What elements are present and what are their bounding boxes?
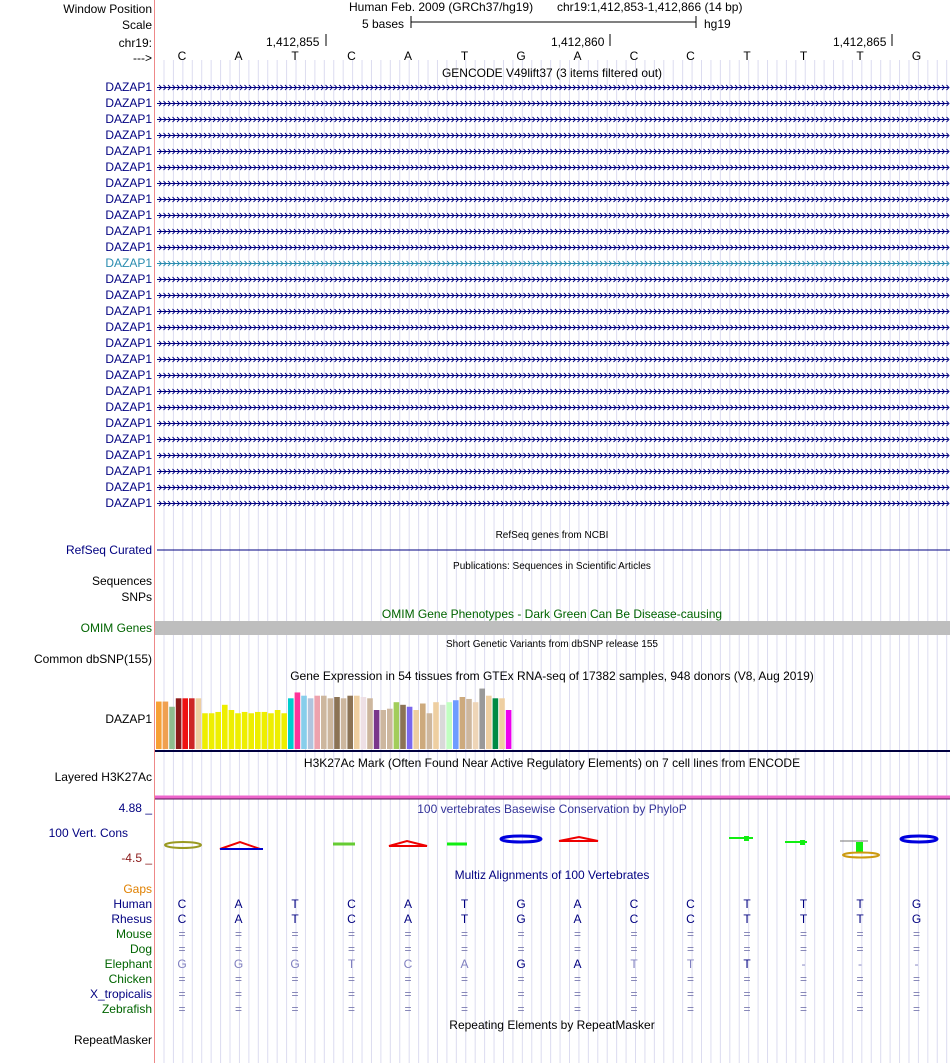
alignment-base: =: [347, 1002, 356, 1016]
base-letter: T: [460, 49, 469, 63]
alignment-base: C: [686, 897, 695, 911]
alignment-base: =: [347, 972, 356, 986]
alignment-base: C: [347, 912, 356, 926]
species-label: Chicken: [108, 972, 152, 986]
base-letter: A: [573, 49, 582, 63]
species-label: Dog: [129, 942, 152, 956]
alignment-base: G: [911, 912, 922, 926]
phylop-max-label: 4.88 _: [118, 801, 152, 815]
gencode-item-label[interactable]: DAZAP1: [105, 144, 152, 158]
gencode-item-label[interactable]: DAZAP1: [105, 160, 152, 174]
alignment-base: =: [404, 942, 412, 956]
gtex-tissue-bar: [235, 713, 241, 749]
base-letter: T: [743, 49, 751, 63]
alignment-base: =: [234, 1002, 243, 1016]
alignment-base: =: [686, 942, 695, 956]
species-label: Zebrafish: [101, 1002, 152, 1016]
dbsnp-track-title[interactable]: Short Genetic Variants from dbSNP release 155: [446, 639, 658, 650]
alignment-base: -: [914, 957, 919, 971]
alignment-base: C: [177, 912, 187, 926]
gtex-tissue-bar: [301, 696, 307, 749]
alignment-base: =: [178, 972, 186, 986]
gtex-tissue-bar: [394, 702, 400, 749]
gencode-item-label[interactable]: DAZAP1: [105, 208, 152, 222]
gencode-item-label[interactable]: DAZAP1: [105, 176, 152, 190]
gencode-item-label[interactable]: DAZAP1: [105, 320, 152, 334]
alignment-base: =: [347, 942, 356, 956]
base-letter: G: [516, 49, 526, 63]
alignment-base: A: [403, 897, 413, 911]
h3k27ac-track-label[interactable]: Layered H3K27Ac: [54, 770, 152, 784]
strand-arrow-label: --->: [133, 51, 152, 65]
alignment-base: A: [573, 912, 582, 926]
gencode-item-label[interactable]: DAZAP1: [105, 368, 152, 382]
gtex-tissue-bar: [156, 702, 162, 749]
alignment-base: G: [233, 957, 244, 971]
alignment-base: =: [404, 987, 412, 1001]
gtex-tissue-bar: [473, 702, 479, 749]
tick-label-1: 1,412,855: [266, 35, 320, 49]
alignment-base: -: [801, 957, 806, 971]
gtex-tissue-bar: [248, 713, 254, 749]
alignment-base: =: [573, 972, 582, 986]
gtex-tissue-bar: [433, 702, 439, 749]
repeatmasker-track-title[interactable]: Repeating Elements by RepeatMasker: [449, 1018, 655, 1032]
omim-gene-bar: [155, 621, 950, 635]
alignment-base: =: [460, 972, 469, 986]
gtex-tissue-bar: [202, 713, 208, 749]
multiz-gaps-label: Gaps: [123, 882, 152, 896]
gtex-tissue-bar: [341, 698, 347, 749]
alignment-base: =: [912, 942, 921, 956]
alignment-base: T: [686, 957, 695, 971]
alignment-base: =: [291, 972, 299, 986]
gencode-item-label[interactable]: DAZAP1: [105, 80, 152, 94]
gencode-item-label[interactable]: DAZAP1: [105, 400, 152, 414]
gencode-item-label[interactable]: DAZAP1: [105, 272, 152, 286]
alignment-base: =: [573, 927, 582, 941]
gencode-item-label[interactable]: DAZAP1: [105, 256, 152, 270]
alignment-base: =: [234, 927, 243, 941]
publications-track-title[interactable]: Publications: Sequences in Scientific Articles: [453, 561, 651, 572]
gtex-tissue-bar: [453, 700, 459, 749]
base-letter: C: [629, 49, 639, 63]
gencode-item-label[interactable]: DAZAP1: [105, 480, 152, 494]
alignment-base: A: [403, 912, 413, 926]
phylop-track-title[interactable]: 100 vertebrates Basewise Conservation by PhyloP: [417, 802, 687, 816]
alignment-base: =: [912, 1002, 921, 1016]
alignment-base: =: [404, 972, 412, 986]
dbsnp-track-label[interactable]: Common dbSNP(155): [33, 652, 152, 666]
gencode-item-label[interactable]: DAZAP1: [105, 336, 152, 350]
species-label: Rhesus: [111, 912, 152, 926]
gtex-tissue-bar: [321, 696, 327, 749]
alignment-base: =: [460, 927, 469, 941]
alignment-base: T: [347, 957, 356, 971]
alignment-base: G: [516, 897, 526, 911]
alignment-base: =: [517, 1002, 525, 1016]
alignment-base: G: [516, 957, 526, 971]
alignment-base: C: [177, 897, 187, 911]
gencode-item-label[interactable]: DAZAP1: [105, 112, 152, 126]
gtex-tissue-bar: [334, 697, 340, 749]
gtex-tissue-bar: [196, 698, 202, 749]
alignment-base: =: [234, 972, 243, 986]
gencode-item-label[interactable]: DAZAP1: [105, 448, 152, 462]
gtex-tissue-bar: [374, 710, 380, 749]
gtex-tissue-bar: [295, 692, 301, 749]
alignment-base: =: [517, 942, 525, 956]
base-letter: C: [347, 49, 356, 63]
alignment-base: C: [686, 912, 695, 926]
gencode-item-label[interactable]: DAZAP1: [105, 96, 152, 110]
alignment-base: =: [630, 1002, 638, 1016]
gtex-tissue-bar: [255, 712, 261, 749]
alignment-base: =: [517, 972, 525, 986]
alignment-base: =: [178, 987, 186, 1001]
gtex-tissue-bar: [169, 707, 175, 749]
gencode-gene-lines: [157, 85, 949, 506]
gtex-tissue-bar: [499, 698, 505, 749]
alignment-base: =: [856, 1002, 864, 1016]
alignment-base: A: [234, 897, 243, 911]
gtex-tissue-bar: [209, 713, 215, 749]
assembly-name: Human Feb. 2009 (GRCh37/hg19): [349, 0, 534, 14]
alignment-base: =: [686, 972, 695, 986]
alignment-base: =: [460, 942, 469, 956]
alignment-base: =: [234, 942, 243, 956]
gencode-item-label[interactable]: DAZAP1: [105, 384, 152, 398]
gencode-track-title[interactable]: GENCODE V49lift37 (3 items filtered out): [441, 66, 663, 80]
omim-track-title[interactable]: OMIM Gene Phenotypes - Dark Green Can Be Disease-causing: [381, 607, 723, 621]
gtex-tissue-bar: [427, 713, 433, 749]
alignment-base: T: [856, 912, 864, 926]
gtex-tissue-bar: [354, 696, 360, 749]
gencode-item-label[interactable]: DAZAP1: [105, 192, 152, 206]
gtex-tissue-bar: [182, 698, 188, 749]
base-letter: G: [911, 49, 922, 63]
alignment-base: =: [856, 942, 864, 956]
gtex-tissue-bar: [288, 698, 294, 749]
alignment-base: C: [403, 957, 413, 971]
alignment-base: =: [291, 942, 299, 956]
omim-track-label[interactable]: OMIM Genes: [80, 621, 152, 635]
alignment-base: =: [799, 972, 808, 986]
phylop-track-label[interactable]: 100 Vert. Cons: [48, 826, 128, 840]
gtex-tissue-bar: [262, 712, 268, 749]
alignment-base: C: [629, 897, 639, 911]
alignment-base: =: [856, 927, 864, 941]
gtex-tissue-bar: [229, 710, 235, 749]
alignment-base: =: [404, 1002, 412, 1016]
gtex-tissue-bar: [347, 696, 353, 749]
alignment-base: =: [686, 987, 695, 1001]
gtex-tissue-bar: [163, 702, 169, 749]
base-letter: A: [403, 49, 413, 63]
alignment-base: T: [743, 897, 751, 911]
alignment-base: T: [799, 897, 808, 911]
alignment-base: =: [743, 987, 751, 1001]
base-letter: C: [177, 49, 187, 63]
publications-sequences-label[interactable]: Sequences: [91, 574, 152, 588]
alignment-base: =: [291, 927, 299, 941]
alignment-base: =: [912, 927, 921, 941]
gtex-tissue-bar: [275, 710, 281, 749]
gencode-item-label[interactable]: DAZAP1: [105, 288, 152, 302]
alignment-base: =: [291, 987, 299, 1001]
gtex-tissue-bar: [189, 698, 195, 749]
gtex-track-title[interactable]: Gene Expression in 54 tissues from GTEx RNA-seq of 17382 samples, 948 donors (V8, Aug 2019): [290, 669, 814, 683]
gtex-tissue-bar: [268, 713, 274, 749]
gtex-tissue-bar: [440, 705, 446, 749]
gtex-track-label[interactable]: DAZAP1: [105, 712, 152, 726]
alignment-base: T: [743, 957, 751, 971]
refseq-track-label[interactable]: RefSeq Curated: [65, 543, 152, 557]
alignment-base: T: [291, 912, 299, 926]
alignment-base: =: [799, 1002, 808, 1016]
species-label: X_tropicalis: [89, 987, 152, 1001]
alignment-base: =: [460, 987, 469, 1001]
alignment-base: T: [856, 897, 864, 911]
gtex-tissue-bar: [281, 713, 287, 749]
gtex-tissue-bar: [361, 697, 367, 749]
alignment-base: =: [912, 987, 921, 1001]
alignment-base: T: [743, 912, 751, 926]
base-letter: T: [856, 49, 864, 63]
alignment-base: A: [234, 912, 243, 926]
gtex-tissue-bar: [176, 698, 182, 749]
gtex-tissue-bar: [460, 697, 466, 749]
alignment-base: T: [799, 912, 808, 926]
gtex-tissue-bar: [400, 705, 406, 749]
alignment-base: =: [743, 942, 751, 956]
alignment-base: =: [912, 972, 921, 986]
gencode-item-label[interactable]: DAZAP1: [105, 128, 152, 142]
base-letter: T: [799, 49, 808, 63]
refseq-track-title[interactable]: RefSeq genes from NCBI: [495, 530, 609, 541]
gencode-item-label[interactable]: DAZAP1: [105, 304, 152, 318]
gencode-item-label[interactable]: DAZAP1: [105, 496, 152, 510]
base-letter: C: [686, 49, 695, 63]
alignment-base: -: [858, 957, 862, 971]
alignment-base: T: [460, 912, 469, 926]
gencode-item-label[interactable]: DAZAP1: [105, 224, 152, 238]
alignment-base: =: [517, 987, 525, 1001]
gtex-tissue-bar: [215, 712, 221, 749]
alignment-base: =: [799, 942, 808, 956]
gtex-tissue-bar: [420, 704, 426, 750]
base-letter: T: [291, 49, 299, 63]
alignment-base: =: [630, 987, 638, 1001]
alignment-base: =: [178, 927, 186, 941]
repeatmasker-track-label[interactable]: RepeatMasker: [73, 1033, 152, 1047]
alignment-base: =: [686, 1002, 695, 1016]
alignment-base: =: [630, 972, 638, 986]
alignment-base: T: [630, 957, 638, 971]
alignment-base: =: [291, 1002, 299, 1016]
gtex-tissue-bar: [413, 710, 419, 749]
alignment-base: =: [573, 1002, 582, 1016]
track-labels-column: [0, 0, 154, 1063]
gtex-tissue-bar: [466, 699, 472, 749]
gtex-tissue-bar: [328, 698, 334, 749]
alignment-base: =: [856, 987, 864, 1001]
gencode-item-label[interactable]: DAZAP1: [105, 352, 152, 366]
alignment-base: A: [573, 957, 582, 971]
alignment-base: =: [630, 927, 638, 941]
gtex-tissue-bar: [367, 698, 373, 749]
base-letter: A: [234, 49, 243, 63]
phylop-min-label: -4.5 _: [121, 851, 152, 865]
multiz-track-title[interactable]: Multiz Alignments of 100 Vertebrates: [454, 868, 650, 882]
scale-label: Scale: [121, 18, 152, 32]
alignment-base: =: [347, 927, 356, 941]
alignment-base: T: [460, 897, 469, 911]
chrom-label: chr19:: [118, 36, 152, 50]
alignment-base: =: [178, 942, 186, 956]
gtex-tissue-bar: [222, 705, 228, 749]
alignment-base: G: [911, 897, 922, 911]
gtex-tissue-bar: [242, 712, 248, 749]
tick-label-3: 1,412,865: [833, 35, 887, 49]
alignment-base: =: [799, 927, 808, 941]
species-label: Elephant: [104, 957, 152, 971]
gtex-tissue-bar: [506, 710, 512, 749]
alignment-base: =: [234, 987, 243, 1001]
alignment-base: C: [347, 897, 356, 911]
gtex-tissue-bar: [479, 689, 485, 749]
gencode-item-label[interactable]: DAZAP1: [105, 464, 152, 478]
alignment-base: =: [630, 942, 638, 956]
publications-snps-label[interactable]: SNPs: [121, 590, 152, 604]
alignment-base: =: [404, 927, 412, 941]
alignment-base: A: [573, 897, 582, 911]
species-label: Human: [113, 897, 152, 911]
gtex-tissue-bar: [407, 707, 413, 749]
gtex-tissue-bar: [314, 696, 320, 749]
h3k27ac-track-title[interactable]: H3K27Ac Mark (Often Found Near Active Regulatory Elements) on 7 cell lines from ENCODE: [303, 756, 801, 770]
alignment-base: =: [573, 987, 582, 1001]
alignment-base: =: [686, 927, 695, 941]
gencode-item-label[interactable]: DAZAP1: [105, 240, 152, 254]
alignment-base: =: [517, 927, 525, 941]
alignment-base: G: [177, 957, 187, 971]
alignment-base: C: [629, 912, 639, 926]
alignment-base: =: [743, 972, 751, 986]
gtex-tissue-bar: [308, 698, 314, 749]
alignment-base: =: [799, 987, 808, 1001]
alignment-base: =: [178, 1002, 186, 1016]
gtex-tissue-bar: [387, 709, 393, 749]
window-position-label: Window Position: [63, 2, 152, 16]
alignment-base: G: [516, 912, 526, 926]
alignment-base: =: [743, 1002, 751, 1016]
alignment-base: =: [743, 927, 751, 941]
species-label: Mouse: [115, 927, 152, 941]
alignment-base: T: [291, 897, 299, 911]
gencode-item-label[interactable]: DAZAP1: [105, 432, 152, 446]
alignment-base: A: [460, 957, 469, 971]
alignment-base: =: [460, 1002, 469, 1016]
db-name: hg19: [704, 17, 731, 31]
alignment-base: =: [347, 987, 356, 1001]
gtex-tissue-bar: [446, 702, 452, 749]
gencode-item-label[interactable]: DAZAP1: [105, 416, 152, 430]
position-range: chr19:1,412,853-1,412,866 (14 bp): [557, 0, 743, 14]
tick-label-2: 1,412,860: [551, 35, 605, 49]
alignment-base: =: [573, 942, 582, 956]
gtex-tissue-bar: [380, 710, 386, 749]
alignment-base: =: [856, 972, 864, 986]
gtex-tissue-bar: [493, 698, 499, 749]
alignment-base: G: [290, 957, 300, 971]
gtex-tissue-bar: [486, 696, 492, 749]
scale-text: 5 bases: [362, 17, 405, 31]
